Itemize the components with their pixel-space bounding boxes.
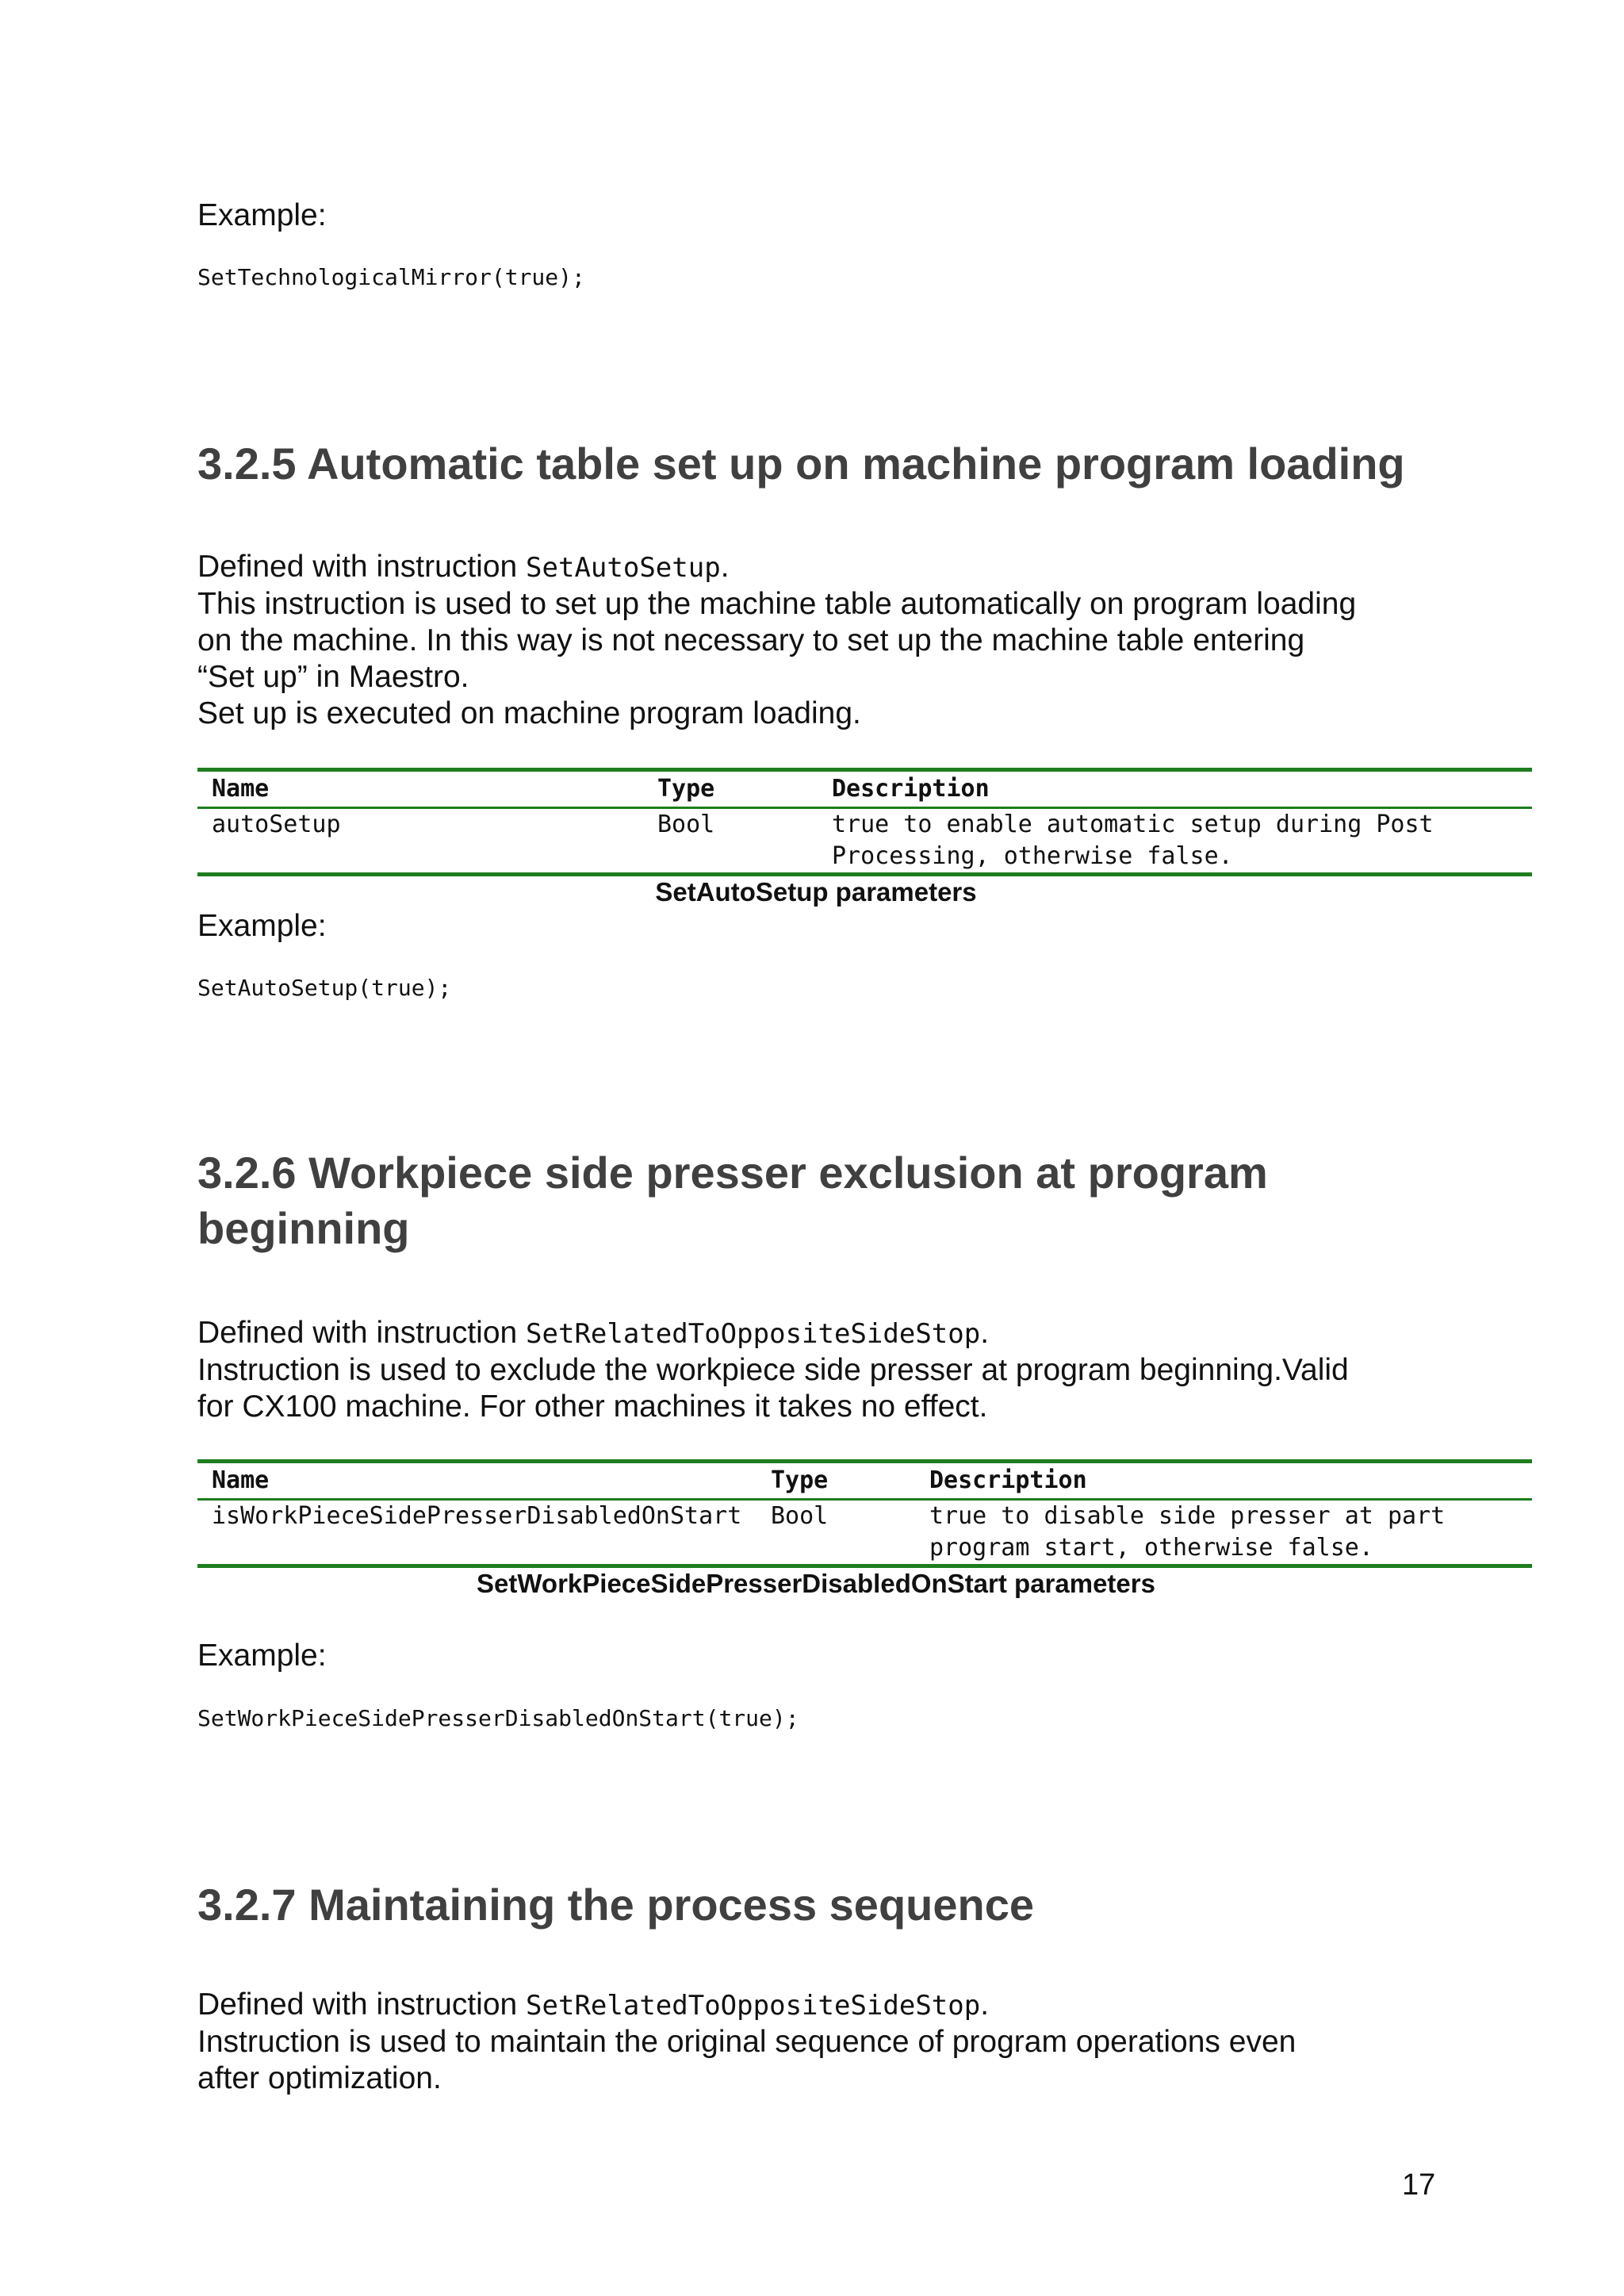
table-caption: SetAutoSetup parameters [655, 877, 977, 907]
param-description [818, 809, 1532, 872]
top-example-label: Example: [197, 198, 327, 232]
param-description [915, 1501, 1532, 1564]
section-326-defined-line [197, 1315, 1545, 1352]
section-325-example-code: SetAutoSetup(true); [197, 975, 452, 1001]
column-header-description: Description [832, 775, 990, 803]
top-example-code: SetTechnologicalMirror(true); [197, 264, 585, 290]
body-line: for CX100 machine. For other machines it takes no effect. [197, 1389, 988, 1424]
param-type: Bool [657, 811, 715, 838]
section-325-example-label: Example: [197, 909, 327, 943]
section-326-heading [197, 1145, 1268, 1256]
param-name: isWorkPieceSidePresserDisabledOnStart [212, 1502, 742, 1530]
section-325-heading: 3.2.5 Automatic table set up on machine program loading [197, 439, 1405, 489]
param-description-line: true to disable side presser at part [929, 1502, 1446, 1530]
defined-prefix: Defined with instruction [197, 1316, 527, 1350]
section-325-body [197, 549, 1545, 732]
column-header-description: Description [929, 1466, 1087, 1494]
setworkpiecesidepresser-parameter-table [197, 1459, 1532, 1568]
table-header-row [197, 772, 1532, 809]
heading-line: beginning [197, 1203, 410, 1253]
column-header-name: Name [212, 1466, 270, 1494]
defined-suffix: . [980, 1316, 990, 1350]
column-header-type: Type [771, 1466, 829, 1494]
param-description-line: true to enable automatic setup during Post [832, 811, 1434, 838]
defined-suffix: . [720, 550, 730, 584]
section-326-example-label: Example: [197, 1639, 327, 1673]
section-325-defined-line [197, 549, 1545, 586]
section-327-body [197, 1987, 1545, 2097]
body-line: “Set up” in Maestro. [197, 660, 469, 694]
table-caption: SetWorkPieceSidePresserDisabledOnStart parameters [477, 1569, 1155, 1598]
section-327-heading: 3.2.7 Maintaining the process sequence [197, 1880, 1035, 1930]
defined-prefix: Defined with instruction [197, 1987, 527, 2022]
body-line: after optimization. [197, 2061, 442, 2095]
body-line: Instruction is used to maintain the original sequence of program operations even [197, 2025, 1297, 2059]
instruction-code: SetAutoSetup [526, 552, 721, 584]
setautosetup-parameter-table [197, 768, 1532, 876]
page-number: 17 [1402, 2168, 1436, 2202]
body-line: This instruction is used to set up the machine table automatically on program loading [197, 587, 1357, 621]
table-row [197, 1501, 1532, 1564]
instruction-code: SetRelatedToOppositeSideStop [526, 1990, 981, 2022]
body-line: on the machine. In this way is not necessary to set up the machine table entering [197, 623, 1305, 657]
param-type: Bool [771, 1502, 829, 1530]
table-header-row [197, 1463, 1532, 1501]
heading-line: 3.2.6 Workpiece side presser exclusion at program [197, 1148, 1268, 1198]
column-header-type: Type [657, 775, 715, 803]
instruction-code: SetRelatedToOppositeSideStop [526, 1318, 981, 1350]
body-line: Set up is executed on machine program loading. [197, 696, 861, 730]
section-327-defined-line [197, 1987, 1545, 2024]
section-326-example-code: SetWorkPieceSidePresserDisabledOnStart(true); [197, 1705, 799, 1731]
column-header-name: Name [212, 775, 270, 803]
defined-prefix: Defined with instruction [197, 550, 527, 584]
table-row [197, 809, 1532, 872]
defined-suffix: . [980, 1987, 990, 2022]
param-description-line: program start, otherwise false. [929, 1534, 1373, 1562]
section-326-body [197, 1315, 1545, 1425]
param-description-line: Processing, otherwise false. [832, 842, 1233, 870]
body-line: Instruction is used to exclude the workpiece side presser at program beginning.Valid [197, 1353, 1349, 1387]
param-name: autoSetup [212, 811, 341, 838]
